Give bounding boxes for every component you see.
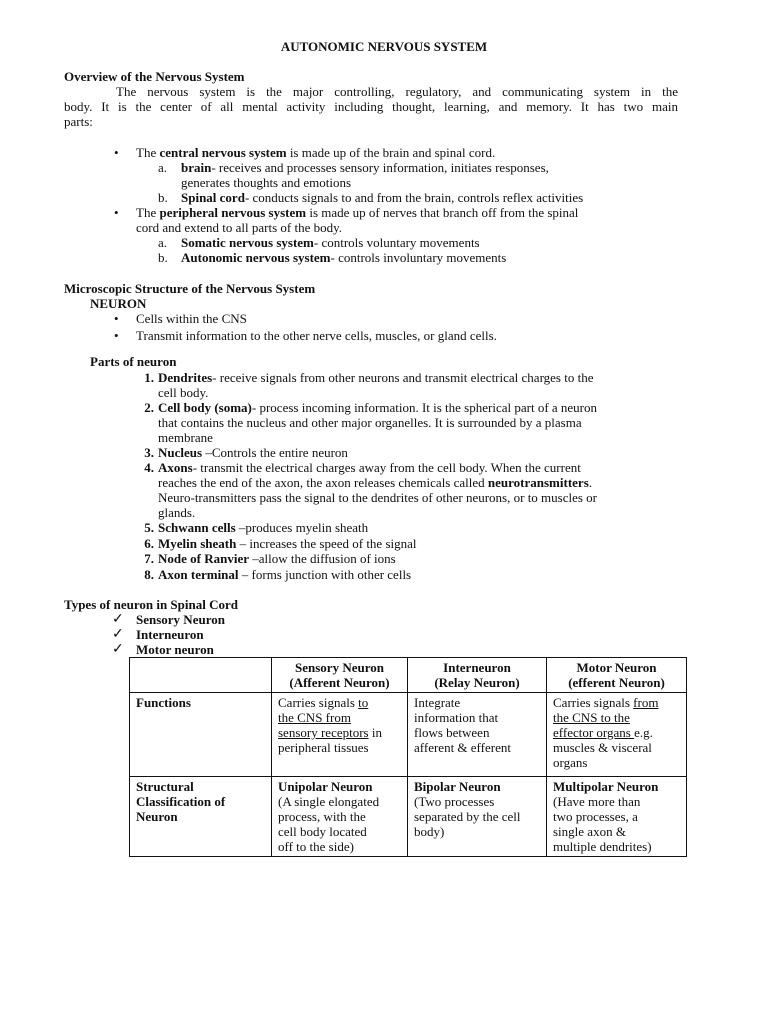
cell-sensory-function: Carries signals to the CNS from sensory receptors in peripheral tissues xyxy=(272,693,408,777)
micro-heading: Microscopic Structure of the Nervous System xyxy=(64,281,316,296)
type-item-interneuron: Interneuron xyxy=(136,627,204,642)
cns-a-text: brain- receives and processes sensory information, initiates responses, xyxy=(181,160,549,175)
pns-b-text: Autonomic nervous system- controls involuntary movements xyxy=(181,250,507,265)
overview-intro-line1: The nervous system is the major controlling, regulatory, and communicating system in the xyxy=(116,84,678,99)
bullet-icon: • xyxy=(114,311,119,326)
checkmark-icon: ✓ xyxy=(112,642,124,657)
part-item-line: Neuro-transmitters pass the signal to the dendrites of other neurons, or to muscles or xyxy=(158,490,598,505)
part-item-cell-body: Cell body (soma)- process incoming information. It is the spherical part of a neuron xyxy=(158,400,598,415)
type-item-motor: Motor neuron xyxy=(136,642,214,657)
part-item-line: reaches the end of the axon, the axon releases chemicals called neurotransmitters. xyxy=(158,475,593,490)
table-header-row xyxy=(130,658,687,693)
cell-motor-structure: Multipolar Neuron (Have more than two processes, a single axon & multiple dendrites) xyxy=(547,777,687,857)
cell-sensory-structure: Unipolar Neuron (A single elongated process, with the cell body located off to the side) xyxy=(272,777,408,857)
cell-interneuron-function: Integrate information that flows between afferent & efferent xyxy=(408,693,547,777)
part-item-myelin: Myelin sheath – increases the speed of the signal xyxy=(158,536,417,551)
neuron-comparison-table xyxy=(129,657,687,857)
part-number: 8. xyxy=(144,567,154,582)
part-number: 1. xyxy=(144,370,154,385)
part-number: 3. xyxy=(144,445,154,460)
cns-a-text-line2: generates thoughts and emotions xyxy=(181,175,352,190)
parts-heading: Parts of neuron xyxy=(90,354,177,369)
part-number: 4. xyxy=(144,460,154,475)
cns-a-label: a. xyxy=(158,160,168,175)
part-item-line: glands. xyxy=(158,505,196,520)
table-row xyxy=(130,777,687,857)
micro-bullet: Transmit information to the other nerve cells, muscles, or gland cells. xyxy=(136,328,497,343)
overview-intro-line3: parts: xyxy=(64,114,93,129)
part-item-dendrites: Dendrites- receive signals from other neurons and transmit electrical charges to the xyxy=(158,370,594,385)
pns-b-label: b. xyxy=(158,250,168,265)
checkmark-icon: ✓ xyxy=(112,612,124,627)
part-number: 2. xyxy=(144,400,154,415)
cns-line: The central nervous system is made up of the brain and spinal cord. xyxy=(136,145,496,160)
table-row xyxy=(130,693,687,777)
part-item-axons: Axons- transmit the electrical charges away from the cell body. When the current xyxy=(158,460,581,475)
part-item-axon-terminal: Axon terminal – forms junction with other cells xyxy=(158,567,412,582)
document-title: AUTONOMIC NERVOUS SYSTEM xyxy=(280,39,488,54)
types-heading: Types of neuron in Spinal Cord xyxy=(64,597,238,612)
bullet-icon: • xyxy=(114,205,119,220)
bullet-icon: • xyxy=(114,328,119,343)
part-item-line: that contains the nucleus and other major organelles. It is surrounded by a plasma xyxy=(158,415,582,430)
part-item-schwann: Schwann cells –produces myelin sheath xyxy=(158,520,369,535)
neuron-subheading: NEURON xyxy=(90,296,147,311)
cns-b-text: Spinal cord- conducts signals to and from the brain, controls reflex activities xyxy=(181,190,584,205)
checkmark-icon: ✓ xyxy=(112,627,124,642)
overview-heading: Overview of the Nervous System xyxy=(64,69,245,84)
header-interneuron: Interneuron (Relay Neuron) xyxy=(408,658,547,693)
pns-a-text: Somatic nervous system- controls voluntary movements xyxy=(181,235,480,250)
bullet-icon: • xyxy=(114,145,119,160)
pns-line: The peripheral nervous system is made up of nerves that branch off from the spinal xyxy=(136,205,579,220)
header-sensory: Sensory Neuron (Afferent Neuron) xyxy=(272,658,408,693)
cns-b-label: b. xyxy=(158,190,168,205)
micro-bullet: Cells within the CNS xyxy=(136,311,247,326)
cell-interneuron-structure: Bipolar Neuron (Two processes separated by the cell body) xyxy=(408,777,547,857)
part-number: 6. xyxy=(144,536,154,551)
part-number: 5. xyxy=(144,520,154,535)
table-corner-cell xyxy=(130,658,272,693)
cell-motor-function: Carries signals from the CNS to the effector organs e.g. muscles & visceral organs xyxy=(547,693,687,777)
type-item-sensory: Sensory Neuron xyxy=(136,612,225,627)
part-number: 7. xyxy=(144,551,154,566)
pns-line2: cord and extend to all parts of the body. xyxy=(136,220,343,235)
pns-a-label: a. xyxy=(158,235,168,250)
overview-intro-line2: body. It is the center of all mental activity including thought, learning, and memory. It has two main xyxy=(64,99,678,114)
header-motor: Motor Neuron (efferent Neuron) xyxy=(547,658,687,693)
row-label-structural: Structural Classification of Neuron xyxy=(130,777,272,857)
row-label-functions: Functions xyxy=(130,693,272,777)
part-item-line: membrane xyxy=(158,430,213,445)
part-item-nucleus: Nucleus –Controls the entire neuron xyxy=(158,445,348,460)
part-item-line: cell body. xyxy=(158,385,209,400)
part-item-ranvier: Node of Ranvier –allow the diffusion of ions xyxy=(158,551,396,566)
